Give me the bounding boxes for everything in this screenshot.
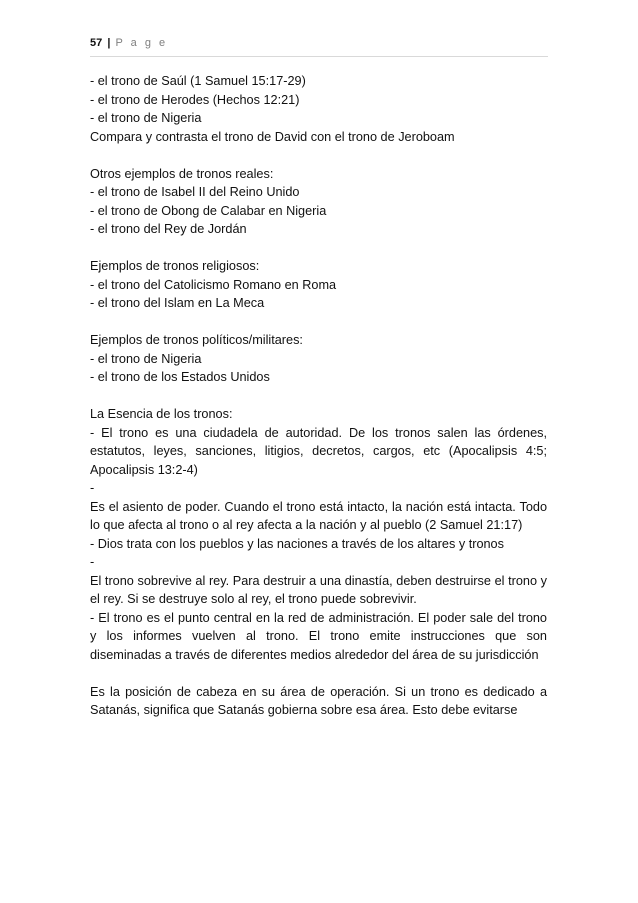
list-item: - el trono del Rey de Jordán (90, 222, 247, 236)
essence-paragraph: - El trono es una ciudadela de autoridad. De los tronos salen las órdenes, estatutos, leyes, sanciones, litigios, decretos, cargos, etc (Apocalipsis 4:5; Apocalipsis 13:2-4) (90, 425, 547, 477)
essence-paragraph: Es el asiento de poder. Cuando el trono está intacto, la nación está intacta. Todo lo que afecta al trono o al rey afecta a la nación y al pueblo (2 Samuel 21:17) (90, 499, 547, 532)
closing-paragraph: Es la posición de cabeza en su área de operación. Si un trono es dedicado a Satanás, significa que Satanás gobierna sobre esa área. Esto debe evitarse (90, 684, 547, 717)
list-item: - el trono de Obong de Calabar en Nigeria (90, 203, 327, 218)
essence-paragraph: El trono sobrevive al rey. Para destruir a una dinastía, deben destruirse el trono y el rey. Si se destruye solo al rey, el trono puede sobrevivir. (90, 573, 547, 606)
header-separator: | (107, 37, 111, 49)
page-number: 57 (90, 37, 103, 49)
list-item: - el trono de Herodes (Hechos 12:21) (90, 92, 300, 107)
section-heading-royal: Otros ejemplos de tronos reales: (90, 166, 274, 181)
list-item: - el trono del Catolicismo Romano en Roma (90, 277, 337, 292)
list-item: - el trono de Nigeria (90, 111, 202, 125)
essence-dash: - (90, 481, 95, 495)
section-heading-essence: La Esencia de los tronos: (90, 407, 233, 421)
section-heading-political: Ejemplos de tronos políticos/militares: (90, 333, 303, 347)
list-item: - el trono de Saúl (1 Samuel 15:17-29) (90, 74, 306, 88)
essence-dash: - (90, 555, 95, 569)
page-header (90, 36, 548, 57)
list-item: - el trono del Islam en La Meca (90, 296, 265, 310)
page-body (90, 72, 547, 720)
list-item: - el trono de los Estados Unidos (90, 370, 270, 384)
page-word: P a g e (115, 37, 168, 49)
compare-instruction: Compara y contrasta el trono de David con el trono de Jeroboam (90, 129, 455, 144)
list-item: - el trono de Nigeria (90, 351, 202, 366)
essence-paragraph: - El trono es el punto central en la red de administración. El poder sale del trono y los informes vuelven al trono. El trono emite instrucciones que son diseminadas a través de diferentes medios alrededor del área de su jurisdicción (90, 610, 547, 662)
essence-paragraph: - Dios trata con los pueblos y las naciones a través de los altares y tronos (90, 536, 504, 551)
section-heading-religious: Ejemplos de tronos religiosos: (90, 259, 260, 273)
list-item: - el trono de Isabel II del Reino Unido (90, 185, 300, 199)
